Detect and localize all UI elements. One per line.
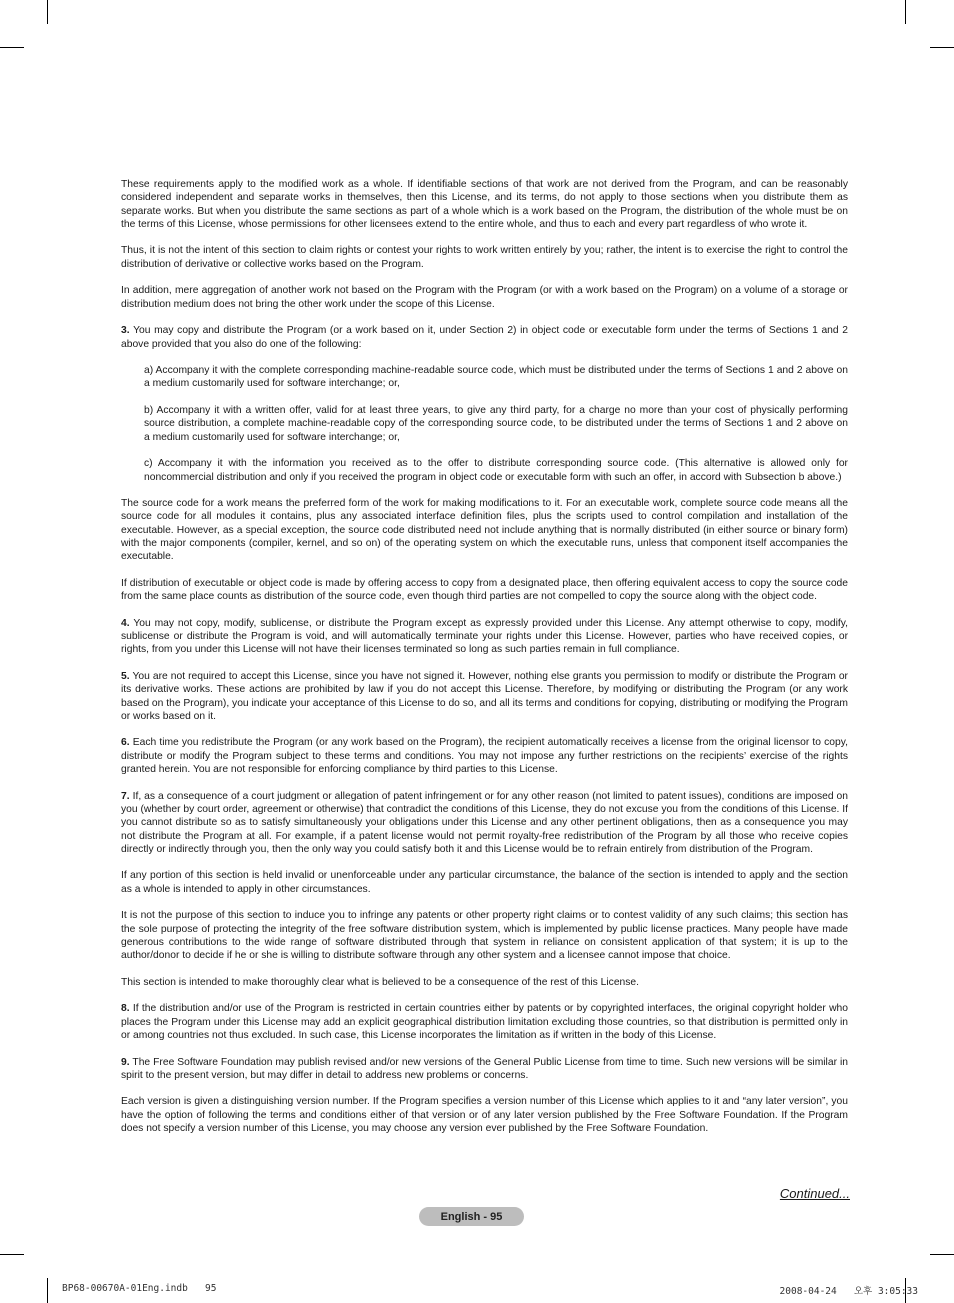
paragraph-text: You may not copy, modify, sublicense, or distribute the Program except as expressly provided under this License. Any attempt otherwise to copy, modify, sublicense or distribute the Program is void, and will automatically terminate your rights under this License. However, parties who have received copies, or rights, from you under this License will not have their licenses terminated so long as such parties remain in full compliance.	[121, 617, 848, 656]
crop-mark	[0, 1254, 24, 1255]
body-paragraph	[121, 284, 848, 311]
page-number-badge: English - 95	[419, 1207, 524, 1226]
crop-mark	[47, 1278, 48, 1303]
section-number: 8.	[121, 1003, 130, 1015]
paragraph-text: It is not the purpose of this section to induce you to infringe any patents or other property right claims or to contest validity of any such claims; this section has the sole purpose of protecting the integrity of the free software distribution system, which is implemented by public license practices. Many people have made generous contributions to the wide range of software distributed through that system in reliance on consistent application of that system; it is up to the author/donor to decide if he or she is willing to distribute software through any other system and a licensee cannot impose that choice.	[121, 910, 848, 962]
paragraph-text: You are not required to accept this License, since you have not signed it. However, nothing else grants you permission to modify or distribute the Program or its derivative works. These actions are prohibited by law if you do not accept this License. Therefore, by modifying or distributing the Program (or any work based on the Program), you indicate your acceptance of this License to do so, and all its terms and conditions for copying, distributing or modifying the Program or works based on it.	[121, 670, 848, 722]
crop-mark	[905, 0, 906, 24]
body-paragraph	[121, 178, 848, 231]
crop-mark	[47, 0, 48, 24]
list-item-paragraph	[144, 457, 848, 484]
section-number: 4.	[121, 617, 130, 629]
paragraph-text: c) Accompany it with the information you received as to the offer to distribute corresponding source code. (This alternative is allowed only for noncommercial distribution and only if you received the program in object code or executable form with such an offer, in accord with Subsection b above.)	[144, 458, 848, 483]
body-paragraph	[121, 976, 848, 989]
paragraph-text: The source code for a work means the preferred form of the work for making modifications to it. For an executable work, complete source code means all the source code for all modules it contains, plus any associated interface definition files, plus the scripts used to control compilation and installation of the executable. However, as a special exception, the source code distributed need not include anything that is normally distributed (in either source or binary form) with the major components (compiler, kernel, and so on) of the operating system on which the executable runs, unless that component itself accompanies the executable.	[121, 498, 848, 563]
paragraph-text: Each time you redistribute the Program (or any work based on the Program), the recipient automatically receives a license from the original licensor to copy, distribute or modify the Program subject to these terms and conditions. You may not impose any further restrictions on the recipients’ exercise of the rights granted herein. You are not responsible for enforcing compliance by third parties to this License.	[121, 737, 848, 776]
body-paragraph	[121, 617, 848, 657]
paragraph-text: If distribution of executable or object code is made by offering access to copy from a designated place, then offering equivalent access to copy the source code from the same place counts as distribution of the source code, even though third parties are not compelled to copy the source along with the object code.	[121, 577, 848, 603]
section-number: 3.	[121, 325, 130, 337]
body-paragraph	[121, 324, 848, 351]
section-number: 6.	[121, 737, 130, 749]
paragraph-text: Each version is given a distinguishing version number. If the Program specifies a version number of this License which applies to it and “any later version”, you have the option of following the terms and conditions either of that version or of any later version published by the Free Software Foundation. If the Program does not specify a version number of this License, you may choose any version ever published by the Free Software Foundation.	[121, 1096, 848, 1135]
paragraph-text: Thus, it is not the intent of this section to claim rights or contest your rights to work written entirely by you; rather, the intent is to exercise the right to control the distribution of derivative or collective works based on the Program.	[121, 245, 848, 270]
body-paragraph	[121, 577, 848, 604]
body-paragraph	[121, 1002, 848, 1042]
print-slug-filename: BP68-00670A-01Eng.indb 95	[62, 1283, 217, 1294]
body-paragraph	[121, 869, 848, 896]
paragraph-text: If, as a consequence of a court judgment or allegation of patent infringement or for any other reason (not limited to patent issues), conditions are imposed on you (whether by court order, agreement or otherwise) that contradict the conditions of this License, they do not excuse you from the conditions of this License. If you cannot distribute so as to satisfy simultaneously your obligations under this License and any other pertinent obligations, then as a consequence you may not distribute the Program at all. For example, if a patent license would not permit royalty-free redistribution of the Program by all those who receive copies directly or indirectly through you, then the only way you could satisfy both it and this License would be to refrain entirely from distribution of the Program.	[121, 790, 848, 855]
body-paragraph	[121, 909, 848, 962]
paragraph-text: If the distribution and/or use of the Program is restricted in certain countries either by patents or by copyrighted interfaces, the original copyright holder who places the Program under this License may add an explicit geographical distribution limitation excluding those countries, so that distribution is permitted only in or among countries not thus excluded. In such case, this License incorporates the limitation as if written in the body of this License.	[121, 1003, 848, 1041]
list-item-paragraph	[144, 404, 848, 444]
print-slug-timestamp: 2008-04-24 오후 3:05:33	[779, 1286, 918, 1297]
license-body-text	[121, 178, 848, 1149]
section-number: 7.	[121, 790, 130, 802]
paragraph-text: b) Accompany it with a written offer, valid for at least three years, to give any third party, for a charge no more than your cost of physically performing source distribution, a complete machine-readable copy of the corresponding source code, to be distributed under the terms of Sections 1 and 2 above on a medium customarily used for software interchange; or,	[144, 405, 848, 443]
body-paragraph	[121, 670, 848, 723]
paragraph-text: This section is intended to make thoroughly clear what is believed to be a consequence of the rest of this License.	[121, 976, 640, 988]
crop-mark	[0, 47, 24, 48]
section-number: 9.	[121, 1056, 130, 1068]
body-paragraph	[121, 497, 848, 563]
paragraph-text: You may copy and distribute the Program (or a work based on it, under Section 2) in object code or executable form under the terms of Sections 1 and 2 above provided that you also do one of the following:	[121, 325, 848, 350]
continued-note: Continued...	[779, 1186, 850, 1201]
body-paragraph	[121, 1056, 848, 1083]
body-paragraph	[121, 736, 848, 776]
paragraph-text: If any portion of this section is held invalid or unenforceable under any particular circumstance, the balance of the section is intended to apply and the section as a whole is intended to apply in other circumstances.	[121, 870, 848, 895]
paragraph-text: In addition, mere aggregation of another work not based on the Program with the Program (or with a work based on the Program) on a volume of a storage or distribution medium does not bring the other work under the scope of this License.	[121, 285, 848, 310]
list-item-paragraph	[144, 364, 848, 391]
paragraph-text: a) Accompany it with the complete corresponding machine-readable source code, which must be distributed under the terms of Sections 1 and 2 above on a medium customarily used for software interchange; or,	[144, 365, 848, 390]
paragraph-text: These requirements apply to the modified work as a whole. If identifiable sections of that work are not derived from the Program, and can be reasonably considered independent and separate works in themselves, then this License, and its terms, do not apply to those sections when you distribute them as separate works. But when you distribute the same sections as part of a whole which is a work based on the Program, the distribution of the whole must be on the terms of this License, whose permissions for other licensees extend to the entire whole, and thus to each and every part regardless of who wrote it.	[121, 179, 848, 230]
paragraph-text: The Free Software Foundation may publish revised and/or new versions of the General Public License from time to time. Such new versions will be similar in spirit to the present version, but may differ in detail to address new problems or concerns.	[121, 1056, 848, 1081]
body-paragraph	[121, 244, 848, 271]
crop-mark	[930, 47, 954, 48]
body-paragraph	[121, 1095, 848, 1135]
body-paragraph	[121, 790, 848, 856]
crop-mark	[930, 1254, 954, 1255]
section-number: 5.	[121, 670, 130, 682]
